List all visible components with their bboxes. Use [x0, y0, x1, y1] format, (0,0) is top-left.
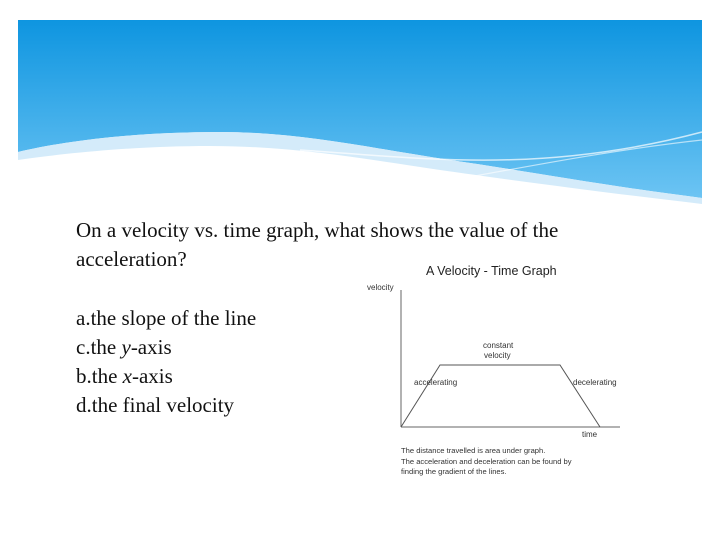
constant-label: constant [483, 341, 514, 350]
option-d[interactable] [76, 391, 376, 420]
velocity-time-graph [360, 280, 640, 440]
accelerating-label: accelerating [414, 378, 458, 387]
option-text: -axis [131, 364, 173, 388]
velocity-annotation: velocity [484, 351, 511, 360]
graph-caption [401, 446, 641, 478]
option-text: slope of the line [121, 306, 257, 330]
caption-line: finding the gradient of the lines. [401, 467, 507, 476]
option-b[interactable] [76, 362, 376, 391]
option-text: final velocity [122, 393, 235, 417]
option-text: -axis [130, 335, 172, 359]
x-axis-label: time [582, 430, 598, 439]
header-wave-band [0, 0, 720, 220]
option-prefix: c.the [76, 335, 122, 359]
option-prefix: d.the [76, 393, 123, 417]
graph-title: A Velocity - Time Graph [426, 264, 557, 278]
decelerating-label: decelerating [573, 378, 617, 387]
velocity-line [401, 365, 600, 427]
option-variable: y [121, 335, 131, 359]
option-c[interactable] [76, 333, 376, 362]
option-a[interactable] [76, 304, 376, 333]
y-axis-label: velocity [367, 283, 394, 292]
caption-line: The distance travelled is area under graph. [401, 446, 546, 455]
question-line: On a velocity vs. time graph, what shows the value of the [76, 218, 559, 242]
option-variable: x [122, 364, 132, 388]
question-text [76, 216, 676, 274]
answer-options [76, 304, 376, 420]
question-line: acceleration? [76, 247, 187, 271]
caption-line: The acceleration and deceleration can be found by [401, 456, 572, 466]
option-prefix: b.the [76, 364, 123, 388]
option-prefix: a.the [76, 306, 122, 330]
